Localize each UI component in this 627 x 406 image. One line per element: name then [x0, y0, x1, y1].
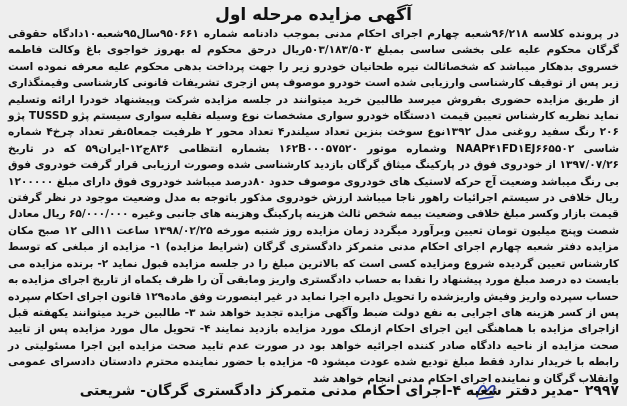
footer-signature: [80, 380, 619, 402]
notice-body: در پرونده کلاسه ۹۶/۲۱۸شعبه چهارم اجرای احکام مدنی بموجب دادنامه شماره ۹۵۰۶۶۱سال۹۵شعبه۱۰دادگاه حقوقی گرگان محکوم علیه علی بخشی ساسی بمبلغ ۵۰۳/۱۸۳/۵۰۳ریال درحق محکوم له بهروز خواجوی باغ وکالت فاطمه خسروی بدهکار میباشد که شخصاثالث نیره طحانیان خودرو زیر را جهت پرداخت بدهی محکوم علیه معرفه نموده است زیر پس از توقیف کارشناسی وارزیابی شده است خودرو موصوف پس ازجری تشریفات قانونی کارشناسی وقیمتگذاری از طریق مزایده حضوری بفروش میرسد طالبین خرید میتوانند در جلسه مزایده شرکت وپیشنهاد خودرا ارائه وتسلیم نماید نظریه کارشناس تعیین قیمت ۱دستگاه خودرو سواری مشخصات نوع وسیله نقلیه سواری سیستم پژو TUSSD پژو ۲۰۶ رنگ سفید روغنی مدل ۱۳۹۲نوع سوخت بنزین تعداد سیلندر۴ تعداد محور ۲ ظرفیت جمعا۵نفر تعداد چرخ۴ شماره شاسی NAAP۴۱FD۱EJ۶۶۵۵۰۲ وشماره موتور ۱۶۲B۰۰۰۵۷۵۲۰ بشماره انتظامی ۸۳۶ج۱۲-ایران۵۹ که در تاریخ ۱۳۹۷/۰۷/۲۶ از خودروی فوق در پارکینگ میثاق گرگان بازدید کارشناسی شده وصورت ارزیابی قرار گرفت خودروی فوق بی رنگ میباشد وضعیت آج حرکه لاستیک های خودروی موصوف حدود ۸۰درصد میباشد خودروی فوق دارای مبلغ ۱۲۰۰۰۰۰ ریال خلافی در سیستم اجرائیات راهور ناجا میباشد ارزش خودروی مذکور باتوجه به مدل وضعیت موجود در نظر گرفتن قیمت بازار وکسر مبلغ خلافی وضعیت بیمه شخص ثالث هزینه پارکینگ وهزینه های جانبی وغیره ۶۵/۰۰۰/۰۰۰ ریال معادل شصت وپنج میلیون تومان تعیین وبرآورد میگردد زمان مزایده روز شنبه مورخه ۱۳۹۸/۰۲/۲۵ ساعت ۱۱الی ۱۲ صبح مکان مزایده دفتر شعبه چهارم اجرای احکام مدنی متمرکز دادگستری گرگان (شرایط مزایده) ۱- مزایده از مبلغی که توسط کارشناس تعیین گردیده شروع ومزایده کسی است که بالاترین مبلغ را در جلسه مزایده قبول نماید ۲- برنده مزایده می بایست ده درصد مبلغ مورد پیشنهاد را نقدا به حساب دادگستری واریز ومابقی آن را ظرف یکماه از تاریخ اجرای مزایده به حساب سپرده واریز وفیش واریزشده را تحویل دایره اجرا نماید در غیر اینصورت وفق ماده۱۲۹ قانون اجرای احکام سپرده پس از کسر هزینه های اجرایی به نفع دولت ضبط وآگهی مزایده تجدید خواهد شد ۳- طالبین خرید میتوانند یکهفته قبل ازاجرای مزایده با هماهنگی این اجرای احکام ازملک مورد مزایده بازدید نمایند ۴- تحویل مال مورد مزایده پس از تایید صحت مزایده از ناحیه دادگاه صادر کننده اجرائیه خواهد بود در صورت عدم تایید صحت مزایده این اجرا مسئولیتی در رابطه با خریدار ندارد فقط مبلغ تودیع شده عودت میشود ۵- مزایده با حضور نماینده محترم دادستان دادسرای عمومی وانقلاب گرگان و نماینده اجرای احکام مدنی انجام خواهد شد: [8, 28, 620, 385]
notice-footer: [8, 380, 619, 402]
footer-text: -مدیر دفتر شعبه ۴-اجرای احکام مدنی متمرکز دادگستری گرگان- شریعتی: [79, 383, 579, 399]
notice-title: آگهی مزایده مرحله اول: [215, 5, 412, 25]
footer-code: ۲۹۹۷: [584, 383, 619, 399]
